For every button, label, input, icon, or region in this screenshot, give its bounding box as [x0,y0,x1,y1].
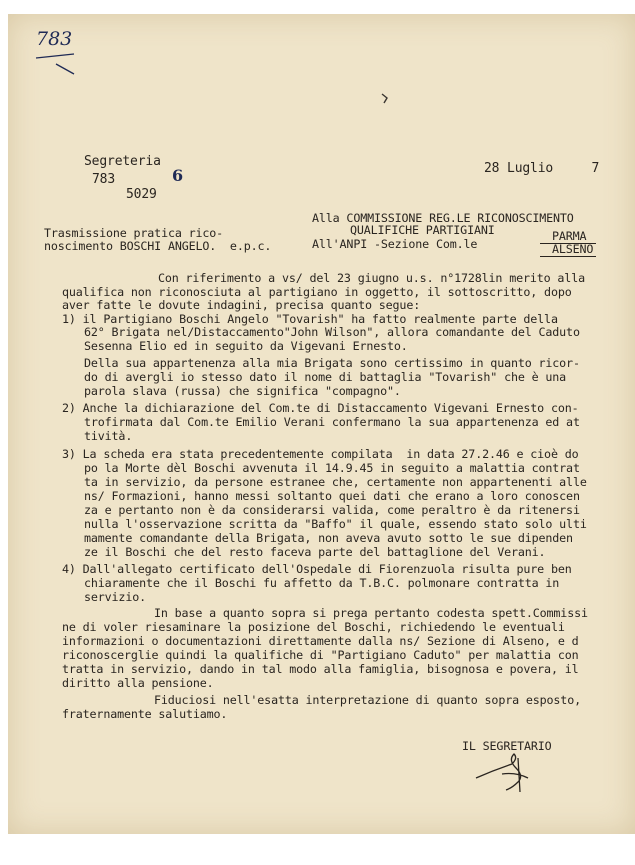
body-line: qualifica non riconosciuta al partigiano in oggetto, il sottoscritto, dopo [62,285,572,299]
body-line: servizio. [84,590,146,604]
office-label: Segreteria [84,154,161,169]
body-line: Sesenna Elio ed in seguito da Vigevani Ernesto. [84,339,408,353]
handwritten-archive-number: 783 [36,28,73,50]
handwritten-signature [472,752,542,794]
body-line: nulla l'osservazione scritta da "Baffo" il quale, essendo stato solo ulti [84,517,587,531]
body-line: informazioni o documentazioni direttamente dalla ns/ Sezione di Alseno, e d [62,634,579,648]
reference-number: 5029 [126,187,157,202]
body-line: Fiduciosi nell'esatta interpretazione di quanto sopra esposto, [154,693,581,707]
recipient-city-alseno: ALSENO [552,242,594,256]
body-line: parola slava (russa) che significa "compagno". [84,384,401,398]
body-line: po la Morte dèl Boschi avvenuta il 14.9.45 in seguito a malattia contrat [84,461,580,475]
body-line: 3) La scheda era stata precedentemente compilata in data 27.2.46 e cioè do [62,447,579,461]
body-line: 1) il Partigiano Boschi Angelo "Tovarish" ha fatto realmente parte della [62,312,558,326]
body-line: trofirmata dal Com.te Emilio Verani confermano la sua appartenenza ed at [84,415,580,429]
recipient-anpi: All'ANPI -Sezione Com.le [312,237,478,251]
body-line: chiaramente che il Boschi fu affetto da T.B.C. polmonare contratta in [84,576,560,590]
body-line: mamente comandante della Brigata, non aveva avuto sotto le sue dipenden [84,531,573,545]
document-date: 28 Luglio 7 [484,161,600,176]
archive-number-underline [34,52,84,82]
body-line: Della sua appartenenza alla mia Brigata sono certissimo in quanto ricor- [84,356,580,370]
ink-mark [380,92,392,106]
body-line: ta in servizio, da persone estranee che, certamente non appartenenti alle [84,475,587,489]
body-line: fraternamente salutiamo. [62,707,228,721]
body-line: 2) Anche la dichiarazione del Com.te di Distaccamento Vigevani Ernesto con- [62,401,579,415]
body-line: Con riferimento a vs/ del 23 giugno u.s. n°1728lin merito alla [158,271,585,285]
body-line: riconoscerglie quindi la qualifiche di "Partigiano Caduto" per malattia con [62,648,579,662]
body-line: ze il Boschi che del resto faceva parte del battaglione del Verani. [84,545,546,559]
recipient-commission-sub: QUALIFICHE PARTIGIANI [350,223,495,237]
body-line: 4) Dall'allegato certificato dell'Ospedale di Fiorenzuola risulta pure ben [62,562,572,576]
body-line: 62° Brigata nel/Distaccamento"John Wilson", allora comandante del Caduto [84,325,580,339]
body-line: ns/ Formazioni, hanno messi soltanto quei dati che erano a loro conoscen [84,489,580,503]
recipient-commission: Alla COMMISSIONE REG.LE RICONOSCIMENTO [312,211,574,225]
body-line: tratta in servizio, dando in tal modo alla famiglia, bisognosa e povera, il [62,662,579,676]
handwritten-six: 6 [172,166,184,185]
body-line: diritto alla pensione. [62,676,214,690]
body-line: tività. [84,429,133,443]
subject-line-1: Trasmissione pratica rico- [44,226,224,240]
protocol-number: 783 [92,172,116,187]
signature-title: IL SEGRETARIO [462,739,552,753]
body-line: aver fatte le dovute indagini, precisa quanto segue: [62,298,421,312]
body-line: do di avergli io stesso dato il nome di battaglia "Tovarish" che è una [84,370,567,384]
recipient-city-parma: PARMA [552,229,587,243]
subject-line-2: noscimento BOSCHI ANGELO. e.p.c. [44,239,272,253]
body-line: In base a quanto sopra si prega pertanto codesta spett.Commissi [154,606,588,620]
alseno-underline [540,256,596,257]
body-line: ne di voler riesaminare la posizione del Boschi, richiedendo le eventuali [62,620,565,634]
body-line: za e pertanto non è da considerarsi valida, come peraltro è da ritenersi [84,503,580,517]
